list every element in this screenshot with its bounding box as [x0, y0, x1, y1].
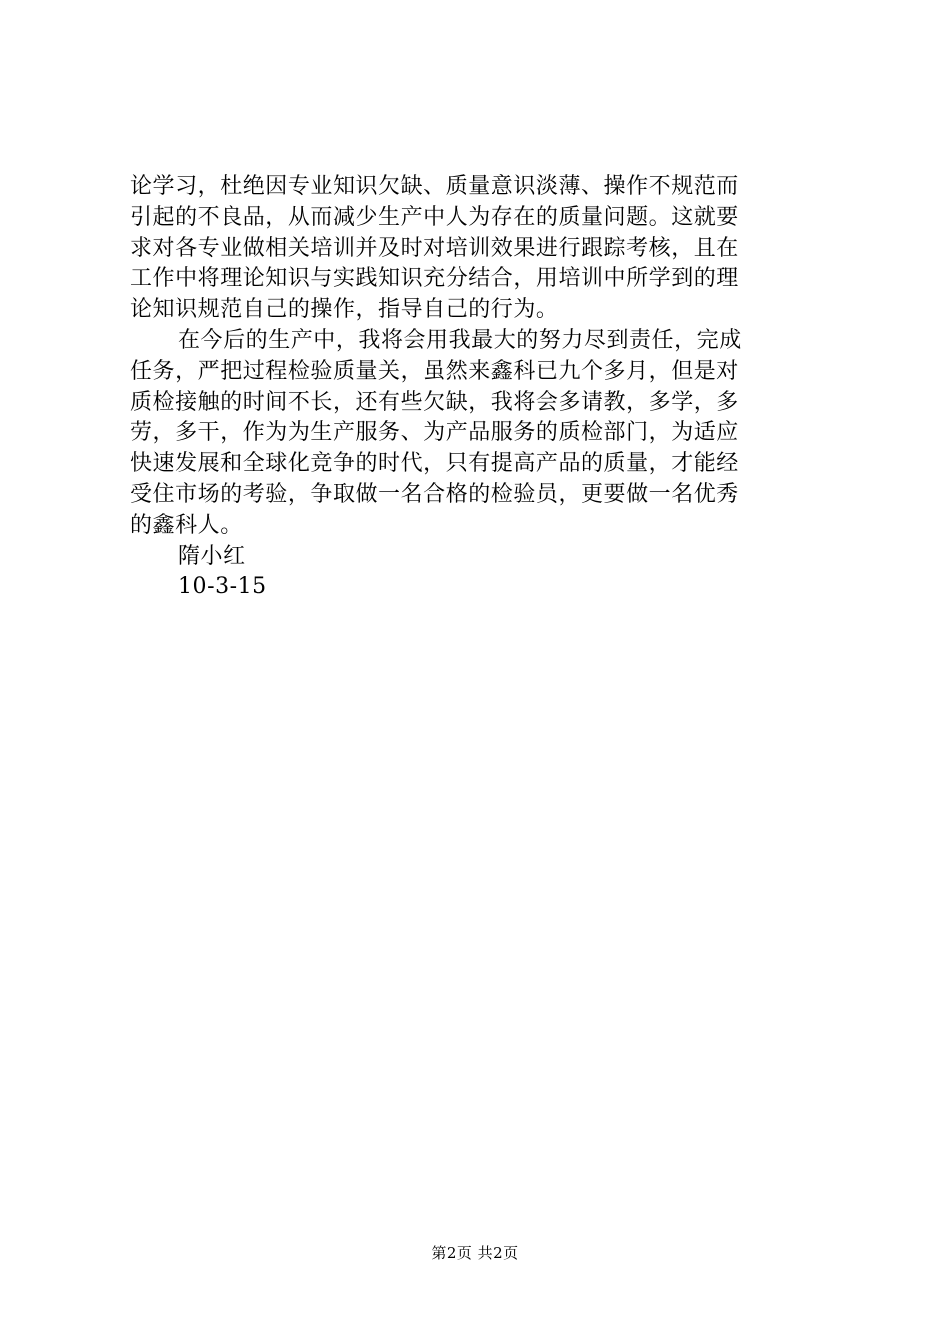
page-number-footer: 第2页 共2页: [431, 1244, 519, 1262]
paragraph-line: 论知识规范自己的操作，指导自己的行为。: [130, 297, 559, 323]
paragraph-line: 快速发展和全球化竞争的时代，只有提高产品的质量，才能经: [130, 451, 739, 477]
paragraph-line: 工作中将理论知识与实践知识充分结合，用培训中所学到的理: [130, 266, 739, 292]
signature-name: 隋小红: [178, 543, 246, 569]
paragraph-line: 的鑫科人。: [130, 512, 243, 538]
paragraph-line: 在今后的生产中，我将会用我最大的努力尽到责任，完成: [178, 327, 742, 353]
paragraph-line: 求对各专业做相关培训并及时对培训效果进行跟踪考核，且在: [130, 235, 739, 261]
paragraph-line: 劳，多干，作为为生产服务、为产品服务的质检部门，为适应: [130, 420, 739, 446]
paragraph-line: 受住市场的考验，争取做一名合格的检验员，更要做一名优秀: [130, 481, 739, 507]
signature-date: 10-3-15: [178, 574, 267, 600]
paragraph-line: 论学习，杜绝因专业知识欠缺、质量意识淡薄、操作不规范而: [130, 174, 739, 199]
paragraph-line: 质检接触的时间不长，还有些欠缺，我将会多请教，多学，多: [130, 389, 739, 415]
paragraph-line: 引起的不良品，从而减少生产中人为存在的质量问题。这就要: [130, 204, 739, 230]
document-body: [130, 172, 832, 603]
paragraph-line: 任务，严把过程检验质量关，虽然来鑫科已九个多月，但是对: [130, 358, 739, 384]
